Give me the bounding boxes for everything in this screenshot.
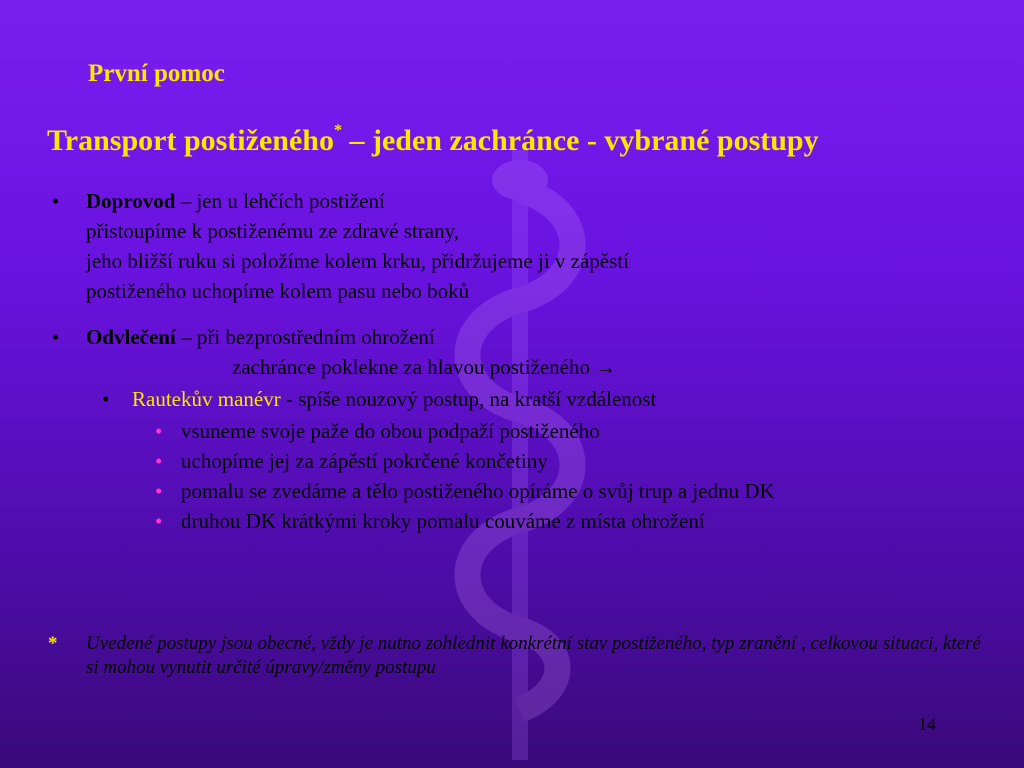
bullet-icon: • — [155, 509, 163, 533]
odvleceni-dash: – — [175, 325, 197, 349]
doprovod-line-2: přistoupíme k postiženému ze zdravé strany, — [86, 219, 460, 243]
bullet-icon: • — [155, 479, 163, 503]
rautek-description: - spíše nouzový postup, na kratší vzdálenost — [280, 387, 657, 411]
odvleceni-line-2: zachránce poklekne za hlavou postiženého → — [232, 355, 617, 379]
list-item: • vsuneme svoje paže do obou podpaží postiženého — [155, 416, 775, 446]
odvleceni-line-1: při bezprostředním ohrožení — [196, 325, 435, 349]
bullet-icon: • — [102, 387, 110, 411]
title-main: Transport postiženého — [47, 124, 334, 157]
footnote-mark: * — [48, 633, 58, 654]
doprovod-bullet — [52, 186, 629, 306]
list-item: • druhou DK krátkými kroky pomalu couváme z místa ohrožení — [155, 506, 775, 536]
doprovod-line-4: postiženého uchopíme kolem pasu nebo boků — [86, 279, 470, 303]
footnote — [48, 632, 988, 680]
footnote-text: Uvedené postupy jsou obecné, vždy je nutno zohlednit konkrétní stav postiženého, typ zranění , celkovou situaci, které si mohou vynutit určité úpravy/změny postupu — [86, 633, 981, 678]
list-item: • uchopíme jej za zápěstí pokrčené končetiny — [155, 446, 775, 476]
odvleceni-bullet — [52, 322, 616, 382]
bullet-icon: • — [155, 449, 163, 473]
doprovod-term: Doprovod — [86, 189, 176, 213]
bullet-icon: • — [155, 419, 163, 443]
title-footnote-mark: * — [333, 122, 342, 139]
page-number: 14 — [918, 714, 936, 734]
bullet-icon: • — [52, 325, 60, 349]
slide-title — [47, 124, 1007, 158]
doprovod-line-3: jeho bližší ruku si položíme kolem krku, přidržujeme ji v zápěstí — [86, 249, 629, 273]
rautek-steps-list — [155, 416, 775, 536]
rautek-term: Rautekův manévr — [132, 387, 281, 411]
rautek-bullet — [102, 384, 656, 414]
doprovod-line-1: jen u lehčích postižení — [196, 189, 385, 213]
bullet-icon: • — [52, 189, 60, 213]
title-rest: – jeden zachránce - vybrané postupy — [341, 124, 819, 157]
odvleceni-term: Odvlečení — [86, 325, 176, 349]
doprovod-dash: – — [175, 189, 197, 213]
list-item: • pomalu se zvedáme a tělo postiženého opíráme o svůj trup a jednu DK — [155, 476, 775, 506]
slide-kicker: První pomoc — [88, 60, 225, 87]
